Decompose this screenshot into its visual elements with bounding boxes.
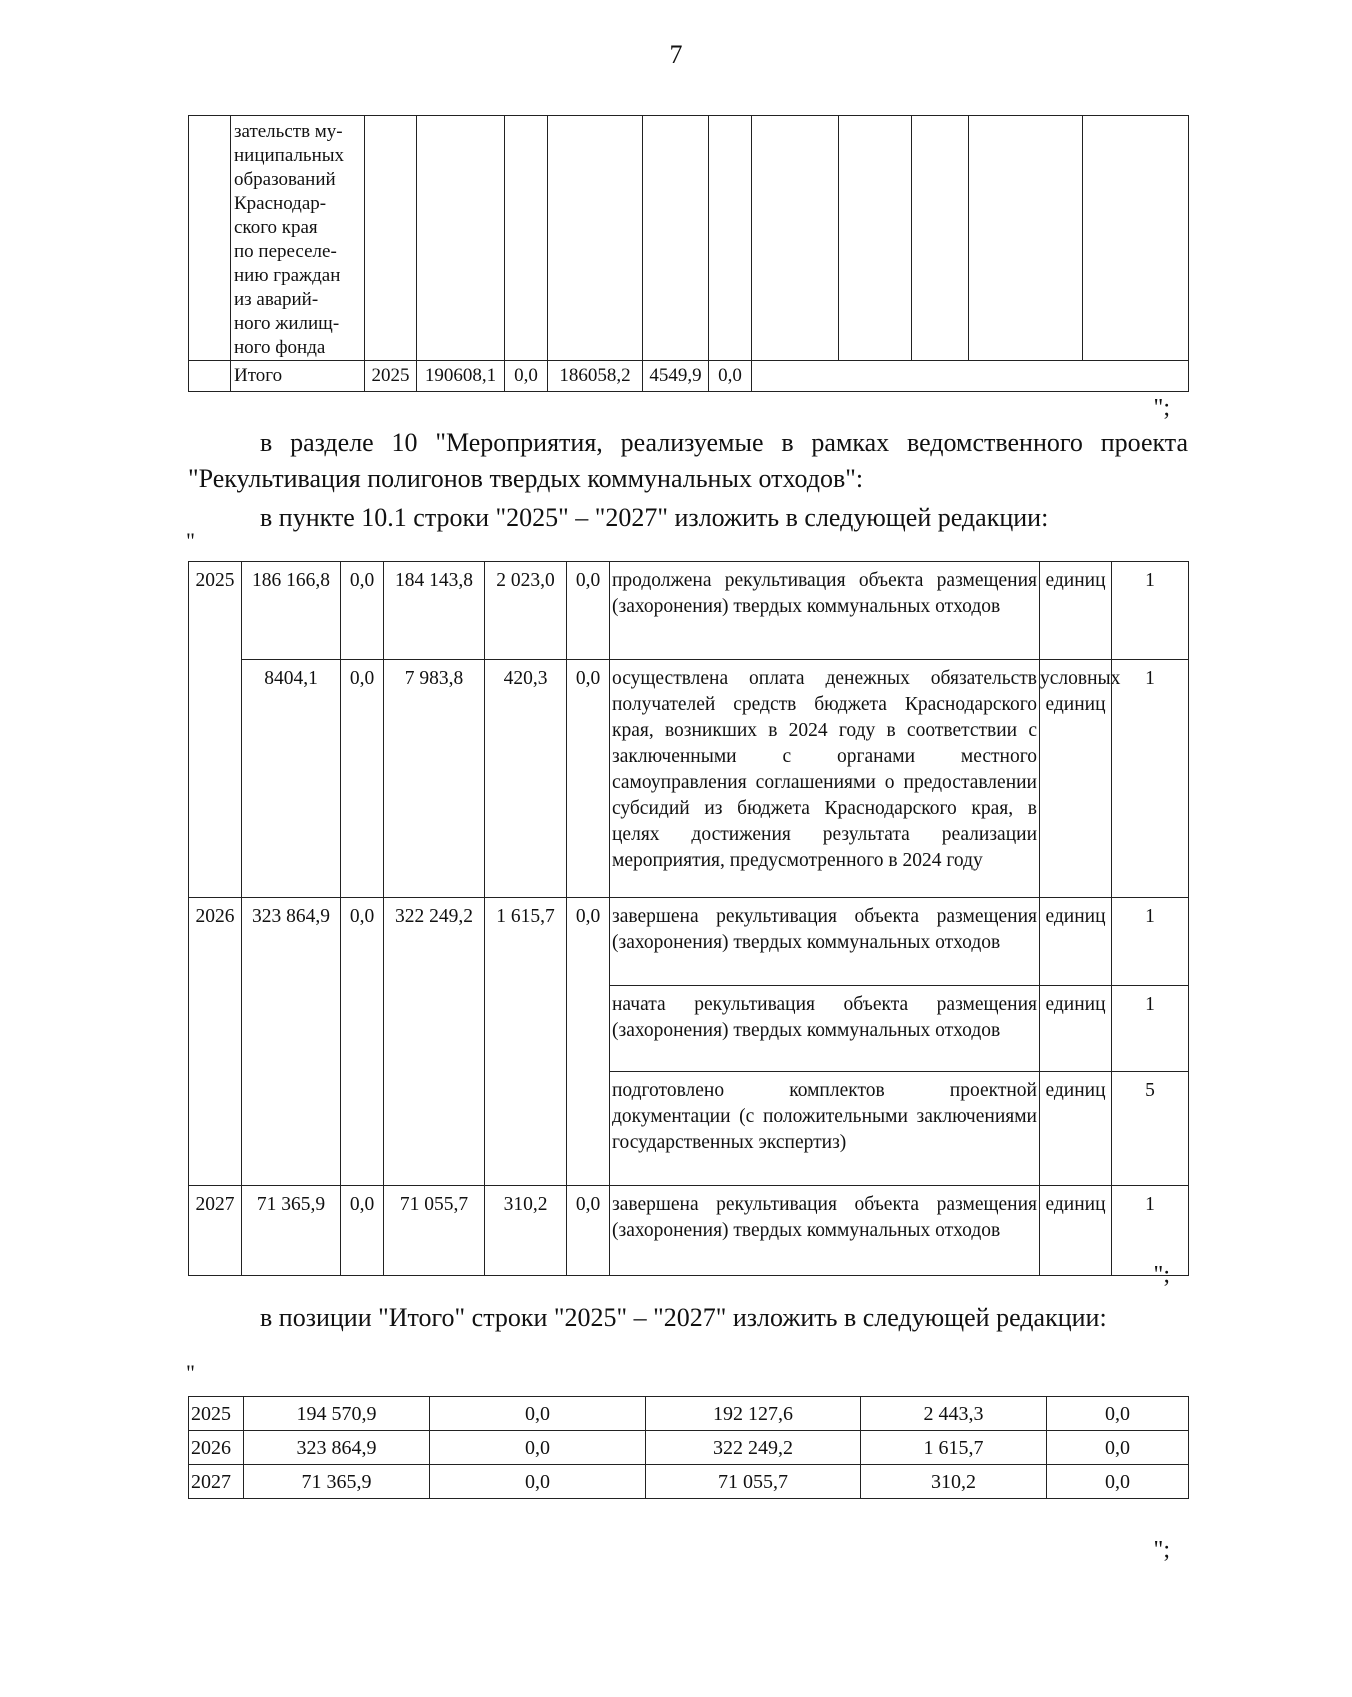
total-cell: 186 166,8 [242, 562, 341, 660]
total-federal: 0,0 [505, 361, 548, 392]
table-cell [384, 986, 485, 1072]
table-row [189, 1072, 1189, 1186]
other-cell: 0,0 [1047, 1431, 1189, 1465]
regional-cell: 322 249,2 [646, 1431, 861, 1465]
table-cell [548, 116, 643, 361]
table-cell [417, 116, 505, 361]
unit-cell: единиц [1040, 562, 1112, 660]
value-cell: 1 [1112, 898, 1189, 986]
result-cell: завершена рекультивация объекта размещения (захоронения) твердых коммунальных отходов [610, 1186, 1040, 1276]
unit-cell: условных единиц [1040, 660, 1112, 898]
unit-cell: единиц [1040, 1186, 1112, 1276]
local-cell: 420,3 [485, 660, 567, 898]
table-3 [188, 1396, 1189, 1499]
table-row [189, 660, 1189, 898]
local-cell: 310,2 [861, 1465, 1047, 1499]
year-cell: 2027 [189, 1186, 242, 1276]
total-other: 0,0 [709, 361, 752, 392]
unit-cell: единиц [1040, 898, 1112, 986]
table-cell [341, 1072, 384, 1186]
table-1 [188, 115, 1189, 392]
table-cell [839, 116, 912, 361]
table-row [189, 898, 1189, 986]
federal-cell: 0,0 [341, 1186, 384, 1276]
federal-cell: 0,0 [341, 898, 384, 986]
table-cell [752, 116, 839, 361]
closing-quote: "; [1153, 395, 1170, 421]
year-cell [189, 660, 242, 898]
table-row [189, 562, 1189, 660]
closing-quote: "; [1153, 1262, 1170, 1288]
table-cell [752, 361, 1189, 392]
local-cell: 310,2 [485, 1186, 567, 1276]
federal-cell: 0,0 [341, 562, 384, 660]
table-cell [341, 986, 384, 1072]
name-line: нию граждан [234, 265, 341, 286]
total-cell: 194 570,9 [244, 1397, 430, 1431]
table-cell [242, 986, 341, 1072]
local-cell: 1 615,7 [861, 1431, 1047, 1465]
name-line: зательств му- [234, 121, 343, 142]
local-cell: 1 615,7 [485, 898, 567, 986]
unit-cell: единиц [1040, 1072, 1112, 1186]
federal-cell: 0,0 [430, 1431, 646, 1465]
year-cell: 2025 [189, 562, 242, 660]
table-row [189, 1465, 1189, 1499]
regional-cell: 7 983,8 [384, 660, 485, 898]
federal-cell: 0,0 [430, 1397, 646, 1431]
regional-cell: 192 127,6 [646, 1397, 861, 1431]
other-cell: 0,0 [567, 562, 610, 660]
paragraph-section-10: в разделе 10 "Мероприятия, реализуемые в рамках ведомственного проекта "Рекультивация полигонов твердых коммунальных отходов": [188, 428, 1188, 493]
table-cell [505, 116, 548, 361]
name-line: ниципальных [234, 145, 345, 166]
table-cell [709, 116, 752, 361]
opening-quote: " [186, 1360, 195, 1385]
year-cell: 2026 [189, 898, 242, 986]
closing-quote: "; [1153, 1537, 1170, 1563]
table-cell [567, 1072, 610, 1186]
name-line: по переселе- [234, 241, 337, 262]
total-cell: 71 365,9 [244, 1465, 430, 1499]
local-cell: 2 443,3 [861, 1397, 1047, 1431]
total-regional: 186058,2 [548, 361, 643, 392]
total-cell: 323 864,9 [242, 898, 341, 986]
total-amount: 190608,1 [417, 361, 505, 392]
table-row [189, 986, 1189, 1072]
table-2 [188, 561, 1189, 1276]
name-line: из аварий- [234, 289, 319, 310]
total-cell: 8404,1 [242, 660, 341, 898]
total-local: 4549,9 [643, 361, 709, 392]
regional-cell: 71 055,7 [384, 1186, 485, 1276]
other-cell: 0,0 [567, 660, 610, 898]
table-cell [567, 986, 610, 1072]
regional-cell: 322 249,2 [384, 898, 485, 986]
unit-cell: единиц [1040, 986, 1112, 1072]
value-cell: 1 [1112, 1186, 1189, 1276]
other-cell: 0,0 [567, 1186, 610, 1276]
paragraph-total-position: в позиции "Итого" строки "2025" – "2027" изложить в следующей редакции: [260, 1303, 1107, 1332]
name-line: Краснодар- [234, 193, 327, 214]
table-cell [485, 986, 567, 1072]
table-cell [365, 116, 417, 361]
value-cell: 1 [1112, 660, 1189, 898]
name-line: ного фонда [234, 337, 326, 358]
year-cell: 2025 [189, 1397, 244, 1431]
project-name-cell [231, 116, 365, 361]
table-cell [1083, 116, 1189, 361]
table-cell [912, 116, 969, 361]
table-cell [242, 1072, 341, 1186]
page-number: 7 [669, 40, 683, 69]
name-line: образований [234, 169, 336, 190]
table-cell [643, 116, 709, 361]
result-cell: подготовлено комплектов проектной документации (с положительными заключениями государственных экспертиз) [610, 1072, 1040, 1186]
table-cell [189, 116, 231, 361]
table-row [189, 1431, 1189, 1465]
table-cell [189, 361, 231, 392]
table-1-continuation-row [189, 116, 1189, 361]
year-cell [189, 1072, 242, 1186]
result-cell: осуществлена оплата денежных обязательств получателей средств бюджета Краснодарского края, возникших в 2024 году в соответствии с заключенными с органами местного самоуправления соглашениями о предоставлении субсидий из бюджета Краснодарского края, в целях достижения результата реализации мероприятия, предусмотренного в 2024 году [610, 660, 1040, 898]
opening-quote: " [186, 528, 195, 553]
other-cell: 0,0 [1047, 1465, 1189, 1499]
other-cell: 0,0 [1047, 1397, 1189, 1431]
paragraph-item-10-1: в пункте 10.1 строки "2025" – "2027" изложить в следующей редакции: [260, 503, 1049, 532]
name-line: ского края [234, 217, 318, 238]
federal-cell: 0,0 [430, 1465, 646, 1499]
table-row [189, 1186, 1189, 1276]
table-cell [485, 1072, 567, 1186]
result-cell: завершена рекультивация объекта размещения (захоронения) твердых коммунальных отходов [610, 898, 1040, 986]
total-row [189, 361, 1189, 392]
total-year: 2025 [365, 361, 417, 392]
total-cell: 71 365,9 [242, 1186, 341, 1276]
year-cell [189, 986, 242, 1072]
name-line: ного жилищ- [234, 313, 340, 334]
total-cell: 323 864,9 [244, 1431, 430, 1465]
regional-cell: 184 143,8 [384, 562, 485, 660]
value-cell: 5 [1112, 1072, 1189, 1186]
year-cell: 2026 [189, 1431, 244, 1465]
federal-cell: 0,0 [341, 660, 384, 898]
table-row [189, 1397, 1189, 1431]
table-cell [384, 1072, 485, 1186]
other-cell: 0,0 [567, 898, 610, 986]
value-cell: 1 [1112, 986, 1189, 1072]
table-cell [969, 116, 1083, 361]
total-label: Итого [231, 361, 365, 392]
value-cell: 1 [1112, 562, 1189, 660]
result-cell: начата рекультивация объекта размещения (захоронения) твердых коммунальных отходов [610, 986, 1040, 1072]
local-cell: 2 023,0 [485, 562, 567, 660]
result-cell: продолжена рекультивация объекта размещения (захоронения) твердых коммунальных отходов [610, 562, 1040, 660]
regional-cell: 71 055,7 [646, 1465, 861, 1499]
year-cell: 2027 [189, 1465, 244, 1499]
